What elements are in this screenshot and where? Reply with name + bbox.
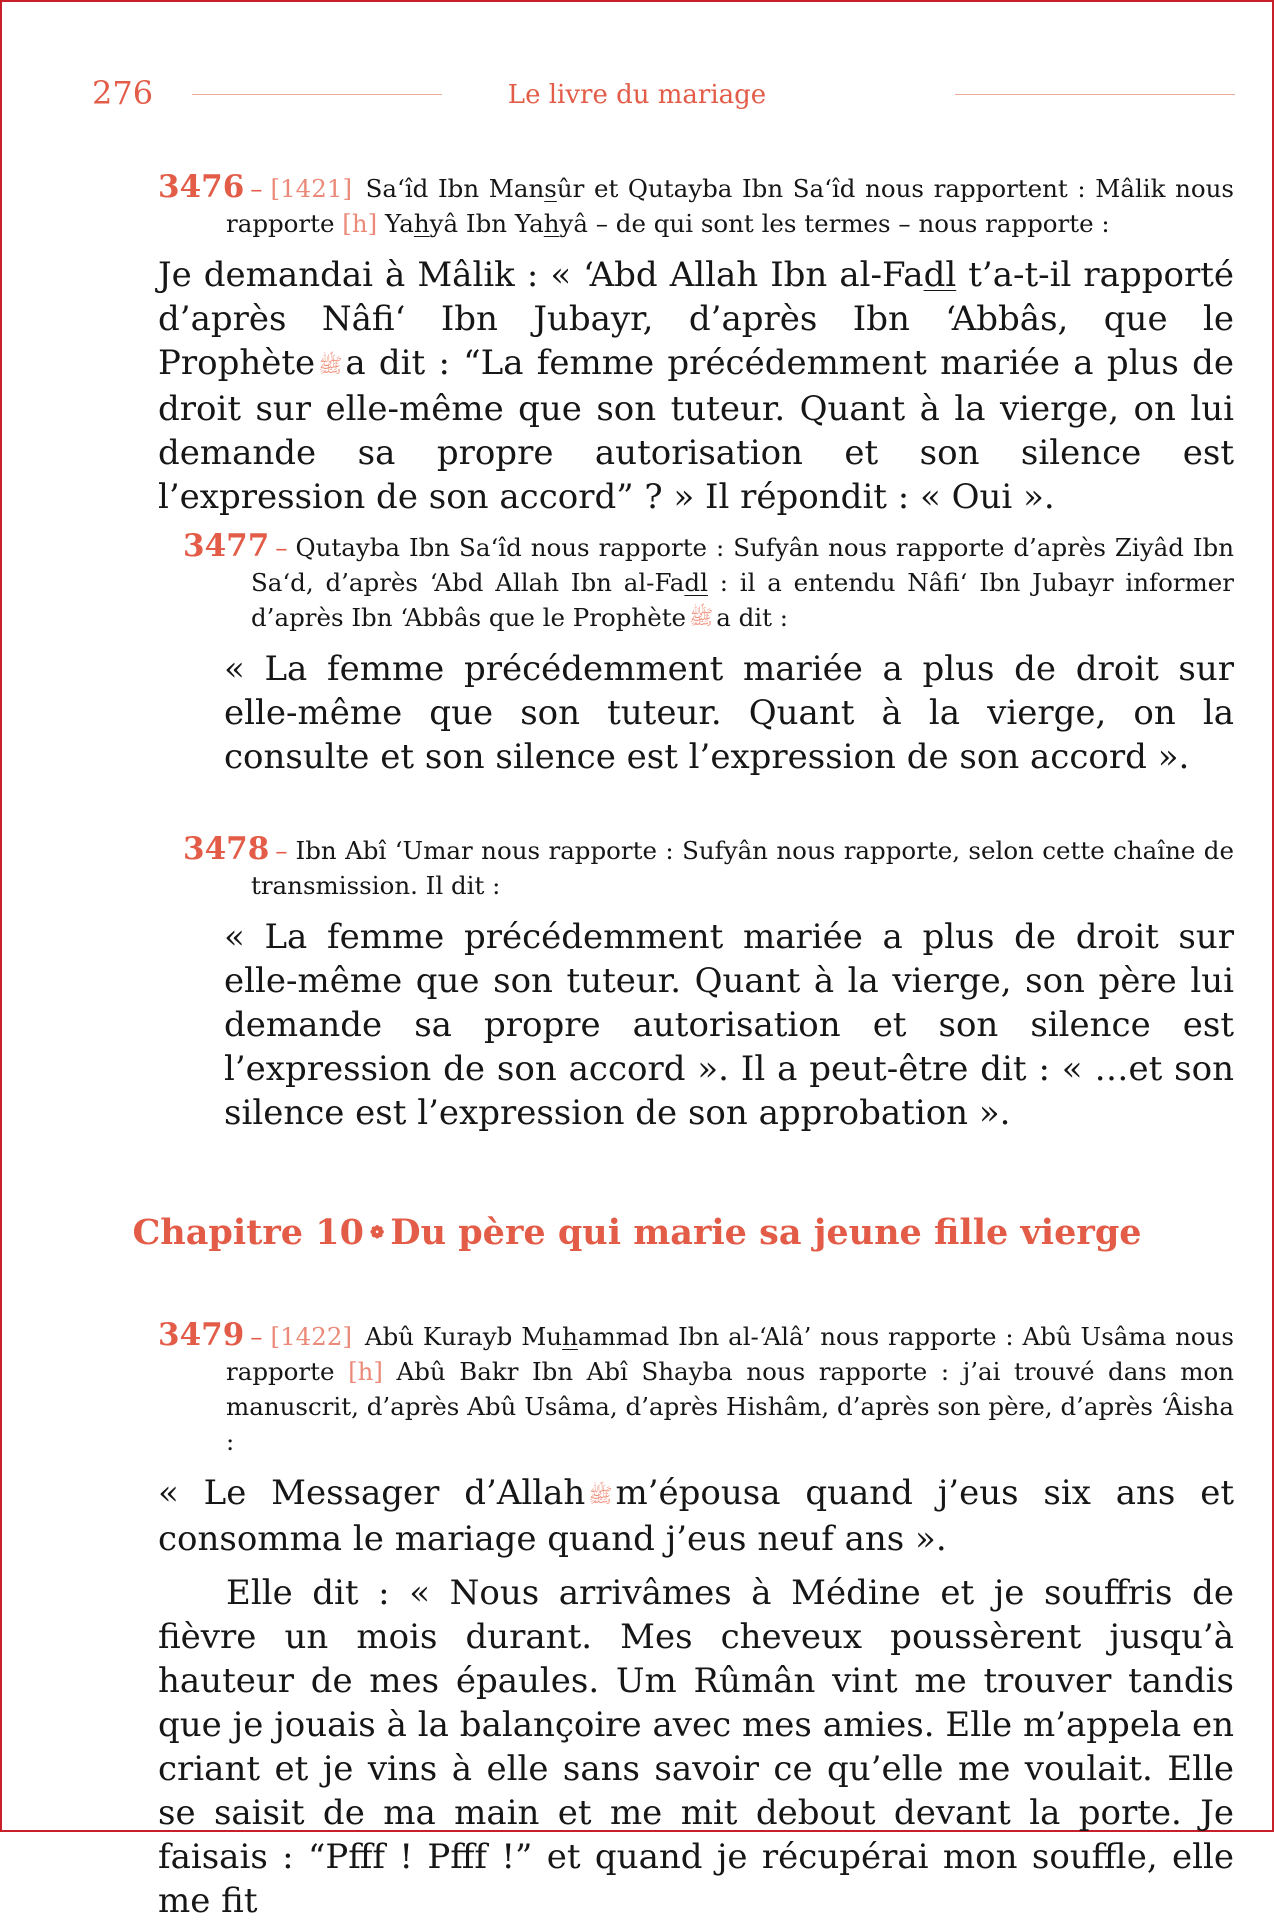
number-dash: –: [250, 1322, 263, 1351]
isnad-text: h: [562, 1322, 578, 1351]
hadith-3478: [183, 832, 1234, 1135]
hadith-3479: [158, 1318, 1234, 1923]
matn-text: Je demandai à Mâlik : « ‘Abd Allah Ibn al-Fa: [158, 255, 924, 295]
number-dash: –: [250, 174, 263, 203]
running-header: [0, 68, 1274, 124]
isnad-marker: [h]: [342, 209, 378, 238]
chapter-title: Du père qui marie sa jeune fille vierge: [390, 1212, 1142, 1253]
isnad-text: Ibn Abî ‘Umar nous rapporte : Sufyân nous rapporte, selon cette chaîne de transmission. Il dit :: [251, 836, 1234, 900]
isnad-text: Ya: [385, 209, 414, 238]
isnad-text: : il a entendu Nâfi‘ Ibn Jubayr informer d’après Ibn ‘Abbâs que le Prophète: [251, 568, 1234, 632]
isnad-text: yâ – de qui sont les termes – nous rapporte :: [559, 209, 1110, 238]
isnad: [183, 529, 1234, 635]
matn: [158, 253, 1234, 519]
isnad-text: h: [543, 209, 560, 238]
matn-text: « La femme précédemment mariée a plus de droit sur elle-même que son tuteur. Quant à la vierge, son père lui demande sa propre autorisation et son silence est l’expression de son accord ». Il a peut-être dit : « …et son silence est l’expression de son approbation ».: [224, 917, 1234, 1133]
matn-text: « La femme précédemment mariée a plus de droit sur elle-même que son tuteur. Quant à la vierge, on la consulte et son silence est l’expression de son accord ».: [224, 649, 1234, 777]
isnad-text: Qutayba Ibn Sa‘îd nous rapporte : Sufyân nous rapporte d’après Ziyâd Ibn Sa‘d, d’après ‘Abd Allah Ibn al-Fa: [251, 533, 1234, 597]
isnad-text: ûr et Qutayba Ibn Sa‘îd nous rapportent : Mâlik nous rapporte: [226, 174, 1234, 238]
salawat-honorific-icon: ﷺ: [588, 1483, 613, 1507]
page-number: 276: [92, 74, 154, 112]
hadith-3476: [158, 170, 1234, 519]
isnad-text: ammad Ibn al-‘Alâ’ nous rapporte : Abû Usâma nous rapporte: [226, 1322, 1234, 1386]
isnad-text: yâ Ibn Ya: [429, 209, 544, 238]
isnad: [158, 1318, 1234, 1459]
isnad-text: s: [544, 174, 557, 203]
isnad: [158, 170, 1234, 241]
matn-text: t’a-t-il rapporté d’après Nâfi‘ Ibn Jubayr, d’après Ibn ‘Abbâs, que le Prophète: [158, 255, 1234, 383]
isnad-text: Abû Kurayb Mu: [364, 1322, 563, 1351]
matn-text: dl: [923, 255, 957, 295]
number-dash: –: [275, 533, 288, 562]
isnad-text: Abû Bakr Ibn Abî Shayba nous rapporte : j’ai trouvé dans mon manuscrit, d’après Abû Usâma, d’après Hishâm, d’après son père, d’après ‘Âisha :: [226, 1357, 1234, 1456]
chapter-label: Chapitre 10: [132, 1212, 364, 1253]
salawat-honorific-icon: ﷺ: [689, 605, 714, 629]
isnad-text: a dit :: [716, 603, 789, 632]
matn-text: « Le Messager d’Allah: [158, 1473, 586, 1513]
isnad: [183, 832, 1234, 903]
hadith-number: 3476: [158, 169, 245, 205]
salawat-honorific-icon: ﷺ: [318, 353, 343, 377]
header-rule-right: [955, 94, 1235, 95]
isnad-text: dl: [684, 568, 708, 597]
chapter-heading: [0, 1212, 1274, 1253]
hadith-number: 3477: [183, 528, 270, 564]
matn: [158, 1471, 1234, 1561]
hadith-number: 3479: [158, 1317, 245, 1353]
hadith-3477: [183, 529, 1234, 779]
matn-text: m’épousa quand j’eus six ans et consomma le mariage quand j’eus neuf ans ».: [158, 1473, 1234, 1559]
matn: [183, 915, 1234, 1135]
matn-continuation: [158, 1571, 1234, 1923]
matn-text: Elle dit : « Nous arrivâmes à Médine et je souffris de fièvre un mois durant. Mes cheveux poussèrent jusqu’à hauteur de mes épaules. Um Rûmân vint me trouver tandis que je jouais à la balançoire avec mes amies. Elle m’appela en criant et je vins à elle sans savoir ce qu’elle me voulait. Elle se saisit de ma main et me mit debout devant la porte. Je faisais : “Pfff ! Pfff !” et quand je récupérai mon souffle, elle me fit: [158, 1573, 1234, 1921]
number-dash: –: [275, 836, 288, 865]
cross-reference: [1422]: [270, 1322, 352, 1351]
running-title: Le livre du mariage: [507, 80, 767, 110]
isnad-marker: [h]: [348, 1357, 383, 1386]
isnad-text: Sa‘îd Ibn Man: [365, 174, 545, 203]
isnad-text: h: [413, 209, 430, 238]
cross-reference: [1421]: [270, 174, 352, 203]
hadith-number: 3478: [183, 831, 270, 867]
matn-text: a dit : “La femme précédemment mariée a plus de droit sur elle-même que son tuteur. Quant à la vierge, on lui demande sa propre autorisation et son silence est l’expression de son accord” ? » Il répondit : « Oui ».: [158, 343, 1234, 517]
flower-ornament-icon: ❁: [369, 1223, 385, 1243]
matn: [183, 647, 1234, 779]
